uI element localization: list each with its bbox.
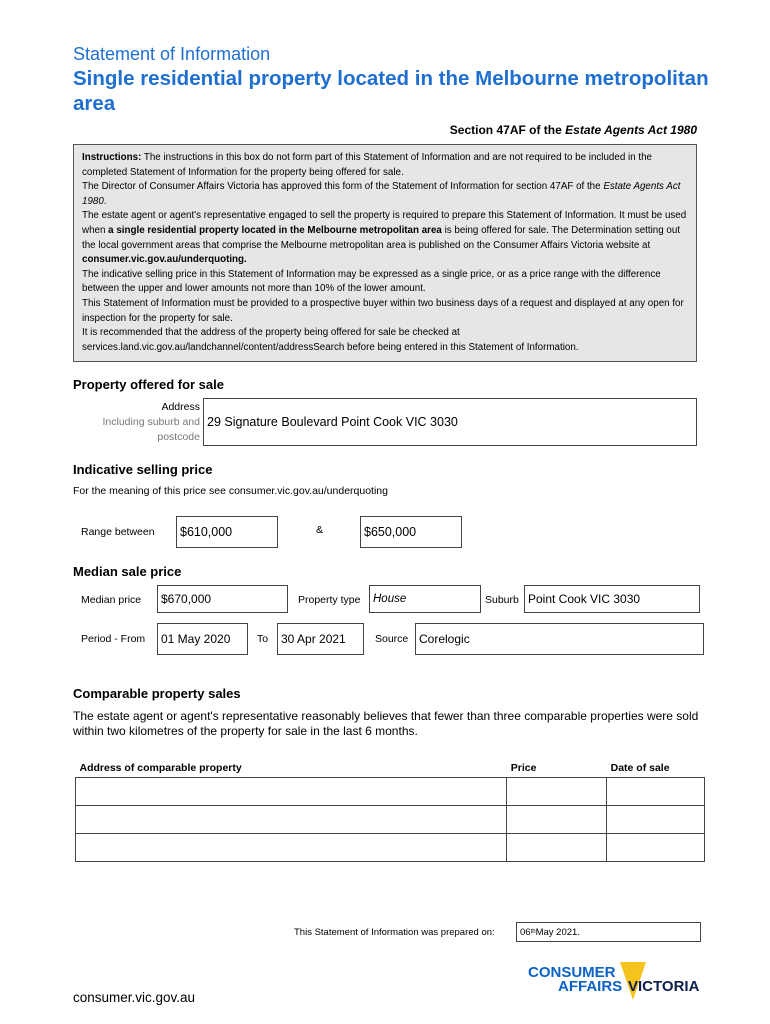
suburb-label: Suburb — [485, 594, 519, 606]
comparable-address-cell[interactable] — [76, 777, 507, 805]
instructions-para-1: Instructions: The instructions in this box do not form part of this Statement of Information and are not required to be included in the completed Statement of Information for the property being offered for sale. — [82, 152, 652, 178]
col-address-header: Address of comparable property — [79, 762, 242, 775]
period-to-label: To — [257, 633, 269, 645]
indicative-heading: Indicative selling price — [73, 462, 213, 477]
comparable-address-cell[interactable] — [76, 833, 507, 861]
comparable-date-cell[interactable] — [607, 777, 705, 805]
prepared-date-field[interactable]: 06 th May 2021. — [516, 922, 701, 942]
source-label: Source — [375, 633, 409, 645]
comparable-address-cell[interactable] — [76, 805, 507, 833]
col-date-header: Date of sale — [610, 762, 670, 775]
source-field[interactable]: Corelogic — [415, 623, 704, 655]
prepared-label: This Statement of Information was prepared on: — [294, 927, 495, 938]
comparable-heading: Comparable property sales — [73, 686, 241, 701]
underquoting-link[interactable]: consumer.vic.gov.au/underquoting. — [82, 254, 247, 266]
range-label: Range between — [81, 526, 155, 538]
suburb-field[interactable]: Point Cook VIC 3030 — [524, 585, 700, 613]
period-from-label: Period - From — [81, 633, 146, 645]
property-type-label: Property type — [298, 594, 361, 606]
comparable-price-cell[interactable] — [507, 777, 607, 805]
footer-url[interactable]: consumer.vic.gov.au — [73, 990, 196, 1005]
instructions-para-6: It is recommended that the address of the property being offered for sale be checked at services.land.vic.gov.au/landchannel/content/addressSearch before being entered in this Statement of Information. — [82, 327, 579, 353]
price-low-field[interactable]: $610,000 — [176, 516, 278, 548]
consumer-affairs-victoria-logo — [528, 960, 702, 1004]
col-price-header: Price — [510, 762, 537, 775]
median-price-field[interactable]: $670,000 — [157, 585, 288, 613]
address-field[interactable]: 29 Signature Boulevard Point Cook VIC 3030 — [203, 398, 697, 446]
logo-line2: AFFAIRS — [558, 978, 623, 995]
period-from-field[interactable]: 01 May 2020 — [157, 623, 248, 655]
logo-line3: VICTORIA — [628, 978, 700, 995]
property-type-field[interactable]: House — [369, 585, 481, 613]
logo-line1: CONSUMER — [528, 964, 616, 981]
period-to-field[interactable]: 30 Apr 2021 — [277, 623, 364, 655]
table-row — [76, 833, 705, 861]
median-price-label: Median price — [81, 594, 142, 606]
indicative-note: For the meaning of this price see consumer.vic.gov.au/underquoting — [73, 485, 388, 497]
instructions-para-3: The estate agent or agent's representative engaged to sell the property is required to prepare this Statement of Information. It must be used when a single residential property located in the Melbourne metropolitan area is being offered for sale. The Determination setting out the local government areas that comprise the Melbourne metropolitan area is published on the Consumer Affairs Victoria website at consumer.vic.gov.au/underquoting. — [82, 210, 687, 266]
address-label: Address Including suburb and postcode — [102, 401, 200, 443]
comparable-note: The estate agent or agent's representative reasonably believes that fewer than three comparable properties were sold within two kilometres of the property for sale in the last 6 months. — [73, 709, 699, 738]
section-reference: Section 47AF of the Estate Agents Act 1980 — [449, 123, 697, 137]
price-high-field[interactable]: $650,000 — [360, 516, 462, 548]
instructions-para-4: The indicative selling price in this Statement of Information may be expressed as a single price, or as a price range with the difference between the upper and lower amounts not more than 10% of the lower amount. — [82, 268, 661, 295]
comparable-price-cell[interactable] — [507, 805, 607, 833]
comparable-date-cell[interactable] — [607, 805, 705, 833]
form-subtitle: Single residential property located in the Melbourne metropolitan area — [73, 67, 709, 115]
property-heading: Property offered for sale — [73, 377, 224, 392]
table-row — [76, 805, 705, 833]
instructions-box — [73, 144, 697, 362]
instructions-para-2: The Director of Consumer Affairs Victoria has approved this form of the Statement of Information for section 47AF of the Estate Agents Act 1980. — [82, 181, 681, 207]
form-title: Statement of Information — [73, 44, 271, 64]
instructions-para-5: This Statement of Information must be provided to a prospective buyer within two business days of a request and displayed at any open for inspection for the property for sale. — [82, 297, 684, 324]
comparable-date-cell[interactable] — [607, 833, 705, 861]
table-row — [76, 777, 705, 805]
median-heading: Median sale price — [73, 564, 182, 579]
comparable-price-cell[interactable] — [507, 833, 607, 861]
comparable-table — [75, 760, 705, 862]
range-ampersand: & — [316, 524, 324, 536]
